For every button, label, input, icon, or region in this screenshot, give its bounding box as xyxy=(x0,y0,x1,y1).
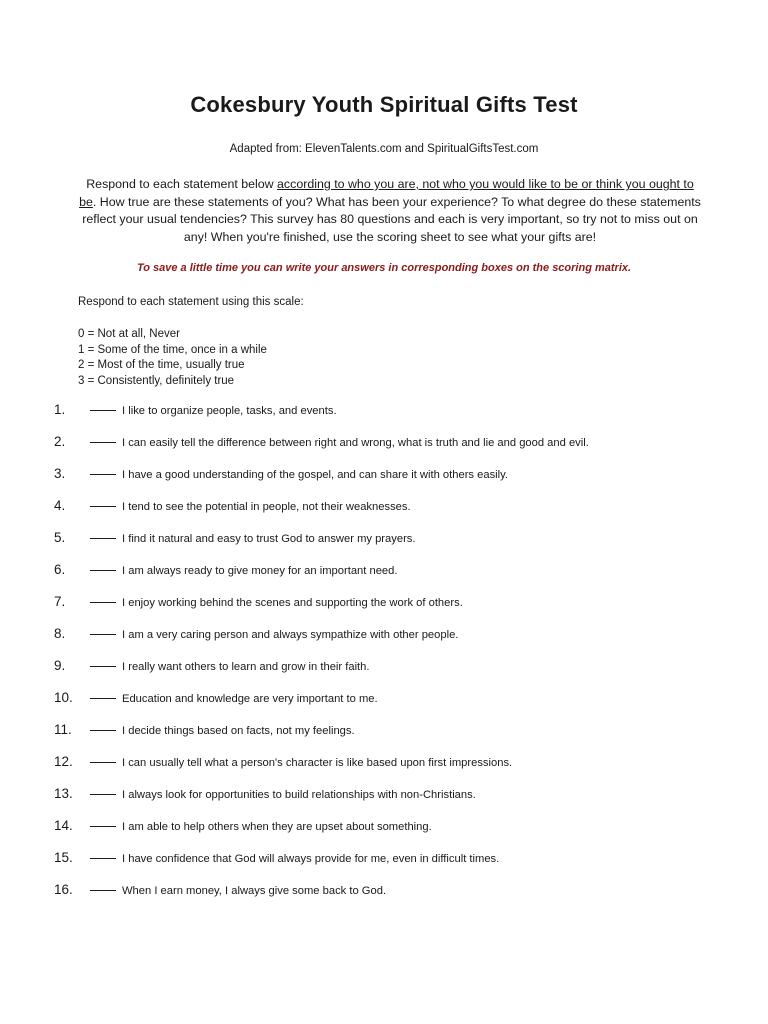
question-number: 8. xyxy=(54,626,66,641)
answer-blank[interactable] xyxy=(90,666,116,667)
question-item xyxy=(0,786,768,806)
question-item xyxy=(0,658,768,678)
question-item xyxy=(0,530,768,550)
answer-blank[interactable] xyxy=(90,794,116,795)
question-number: 7. xyxy=(54,594,66,609)
answer-blank[interactable] xyxy=(90,826,116,827)
question-item xyxy=(0,466,768,486)
question-text: I enjoy working behind the scenes and supporting the work of others. xyxy=(122,597,463,609)
scale-instructions: Respond to each statement using this scale: xyxy=(78,296,304,308)
question-text: I am a very caring person and always sympathize with other people. xyxy=(122,629,459,641)
question-text: I decide things based on facts, not my feelings. xyxy=(122,725,355,737)
question-item xyxy=(0,850,768,870)
question-text: I find it natural and easy to trust God to answer my prayers. xyxy=(122,533,416,545)
question-item xyxy=(0,882,768,902)
question-number: 2. xyxy=(54,434,66,449)
question-number: 12. xyxy=(54,754,73,769)
adapted-from-line: Adapted from: ElevenTalents.com and SpiritualGiftsTest.com xyxy=(229,143,539,155)
question-text: When I earn money, I always give some back to God. xyxy=(122,885,387,897)
question-number: 15. xyxy=(54,850,73,865)
answer-blank[interactable] xyxy=(90,890,116,891)
question-number: 4. xyxy=(54,498,66,513)
answer-blank[interactable] xyxy=(90,410,116,411)
question-number: 11. xyxy=(54,722,72,737)
question-number: 3. xyxy=(54,466,66,481)
question-text: I have confidence that God will always provide for me, even in difficult times. xyxy=(122,853,500,865)
question-item xyxy=(0,690,768,710)
question-number: 16. xyxy=(54,882,73,897)
answer-blank[interactable] xyxy=(90,538,116,539)
question-number: 1. xyxy=(54,402,66,417)
answer-blank[interactable] xyxy=(90,506,116,507)
rating-scale xyxy=(78,327,267,389)
question-number: 6. xyxy=(54,562,66,577)
question-text: I like to organize people, tasks, and events. xyxy=(122,405,337,417)
question-item xyxy=(0,722,768,742)
scale-item: 0 = Not at all, Never xyxy=(78,328,180,340)
question-text: I am able to help others when they are upset about something. xyxy=(122,821,432,833)
question-number: 5. xyxy=(54,530,66,545)
page-title: Cokesbury Youth Spiritual Gifts Test xyxy=(190,92,578,117)
answer-blank[interactable] xyxy=(90,730,116,731)
question-text: I can usually tell what a person's character is like based upon first impressions. xyxy=(122,757,513,769)
question-item xyxy=(0,562,768,582)
scale-item: 2 = Most of the time, usually true xyxy=(78,359,245,372)
answer-blank[interactable] xyxy=(90,602,116,603)
answer-blank[interactable] xyxy=(90,698,116,699)
answer-blank[interactable] xyxy=(90,858,116,859)
question-text: I tend to see the potential in people, not their weaknesses. xyxy=(122,501,411,513)
answer-blank[interactable] xyxy=(90,442,116,443)
scoring-tip: To save a little time you can write your answers in corresponding boxes on the scoring matrix. xyxy=(136,262,632,274)
question-text: I can easily tell the difference between right and wrong, what is truth and lie and good and evil. xyxy=(122,437,589,449)
question-number: 13. xyxy=(54,786,73,801)
question-number: 10. xyxy=(54,690,73,705)
question-text: Education and knowledge are very important to me. xyxy=(122,693,378,705)
question-text: I am always ready to give money for an important need. xyxy=(122,565,398,577)
answer-blank[interactable] xyxy=(90,634,116,635)
scale-item: 1 = Some of the time, once in a while xyxy=(78,343,267,356)
question-text: I really want others to learn and grow in their faith. xyxy=(122,661,370,673)
question-number: 14. xyxy=(54,818,73,833)
question-text: I have a good understanding of the gospel, and can share it with others easily. xyxy=(122,469,509,481)
scale-item: 3 = Consistently, definitely true xyxy=(78,374,235,387)
question-number: 9. xyxy=(54,658,66,673)
question-item xyxy=(0,626,768,646)
question-text: I always look for opportunities to build relationships with non-Christians. xyxy=(122,789,476,801)
answer-blank[interactable] xyxy=(90,474,116,475)
question-item xyxy=(0,402,768,422)
question-item xyxy=(0,818,768,838)
question-item xyxy=(0,498,768,518)
intro-text-start: Respond to each statement below xyxy=(86,177,278,191)
question-item xyxy=(0,434,768,454)
answer-blank[interactable] xyxy=(90,762,116,763)
intro-text-end: . How true are these statements of you? What has been your experience? To what degree do these statements reflect your usual tendencies? This survey has 80 questions and each is very important, so try not to miss out on any! When you're finished, use the scoring sheet to see what your gifts are! xyxy=(82,194,701,244)
intro-underlined-text: according to who you are, not who you would like to be or think you ought to be xyxy=(79,177,694,209)
answer-blank[interactable] xyxy=(90,570,116,571)
intro-paragraph xyxy=(78,176,702,246)
question-item xyxy=(0,754,768,774)
question-item xyxy=(0,594,768,614)
